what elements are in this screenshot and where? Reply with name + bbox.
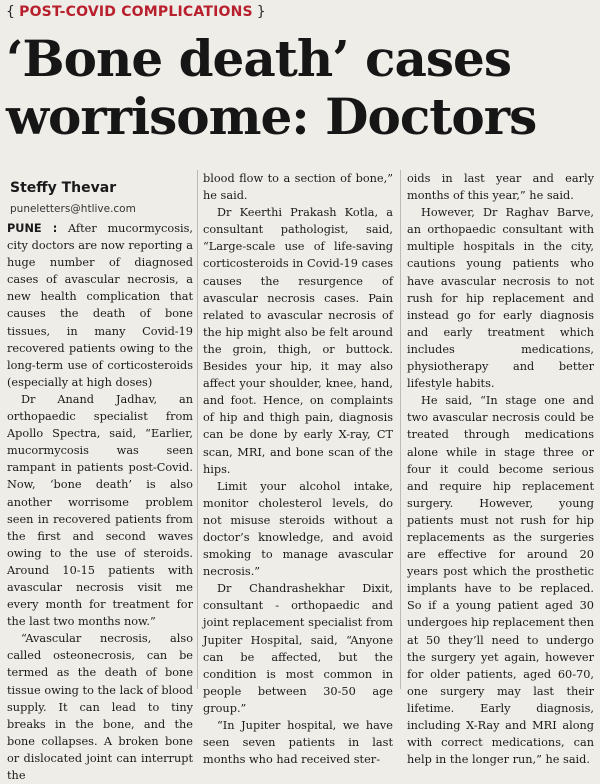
column-rule-1 bbox=[197, 170, 198, 689]
headline-line-1: ‘Bone death’ cases bbox=[6, 29, 511, 88]
article-column-2 bbox=[203, 170, 393, 768]
headline-line-2: worrisome: Doctors bbox=[6, 87, 537, 146]
kicker-brace-close: } bbox=[256, 4, 266, 20]
article-paragraph: oids in last year and early months of this year,” he said. bbox=[407, 172, 594, 203]
article-paragraph: “Avascular necrosis, also called osteonecrosis, can be termed as the death of bone tissue owing to the lack of blood supply. It can lead to tiny breaks in the bone, and the bone collapses. A broken bone or dislocated joint can interrupt the bbox=[7, 632, 193, 782]
article-paragraph: However, Dr Raghav Barve, an orthopaedic consultant with multiple hospitals in the city, cautions young patients who have avascular necrosis to not rush for hip replacement and instead go for early diagnosis and early treatment which includes medications, physiotherapy and better lifestyle habits. bbox=[407, 206, 594, 391]
byline-author: Steffy Thevar bbox=[10, 180, 117, 196]
article-paragraph: Limit your alcohol intake, monitor cholesterol levels, do not misuse steroids without a doctor’s knowledge, and avoid smoking to manage avascular necrosis.” bbox=[203, 479, 393, 579]
kicker-label: POST-COVID COMPLICATIONS bbox=[19, 4, 253, 20]
section-kicker bbox=[6, 4, 266, 20]
paragraph-text: After mucormycosis, city doctors are now reporting a huge number of diagnosed cases of avascular necrosis, a new health complication that causes the death of bone tissues, in many Covid-19 recovered patients owing to the long-term use of corticosteroids (especially at high doses) bbox=[7, 222, 193, 389]
article-paragraph: Dr Chandrashekhar Dixit, consultant - orthopaedic and joint replacement specialist from Jupiter Hospital, said, “Anyone can be affected, but the condition is most common in people between 30-50 age group.” bbox=[203, 582, 393, 715]
byline-email: puneletters@htlive.com bbox=[10, 203, 136, 215]
column-rule-2 bbox=[400, 170, 401, 689]
article-paragraph: blood flow to a section of bone,” he said. bbox=[203, 172, 393, 203]
article-paragraph: He said, “In stage one and two avascular necrosis could be treated through medications alone while in stage three or four it could become serious and require hip replacement surgery. However, young patients must not rush for hip replacements as the surgeries are effective for around 20 years post which the prosthetic implants have to be replaced. So if a young patient aged 30 undergoes hip replacement then at 50 they’ll need to undergo the surgery yet again, however for older patients, aged 60-70, one surgery may last their lifetime. Early diagnosis, including X-Ray and MRI along with correct medications, can help in the longer run,” he said. bbox=[407, 394, 594, 767]
headline bbox=[6, 30, 596, 146]
article-paragraph: Dr Keerthi Prakash Kotla, a consultant pathologist, said, “Large-scale use of life-saving corticosteroids in Covid-19 cases causes the resurgence of avascular necrosis cases. Pain related to avascular necrosis of the hip might also be felt around the groin, thigh, or buttock. Besides your hip, it may also affect your shoulder, knee, hand, and foot. Hence, on complaints of hip and thigh pain, diagnosis can be done by early X-ray, CT scan, MRI, and bone scan of the hips. bbox=[203, 206, 393, 476]
article-paragraph: Dr Anand Jadhav, an orthopaedic specialist from Apollo Spectra, said, “Earlier, mucormycosis was seen rampant in patients post-Covid. Now, ‘bone death’ is also another worrisome problem seen in recovered patients from the first and second waves owing to the use of steroids. Around 10-15 patients with avascular necrosis visit me every month for treatment for the last two months now.” bbox=[7, 392, 193, 629]
article-paragraph bbox=[7, 220, 193, 391]
article-paragraph: “In Jupiter hospital, we have seen seven patients in last months who had received ster- bbox=[203, 719, 393, 767]
dateline: PUNE : bbox=[7, 222, 58, 235]
article-column-1 bbox=[7, 220, 193, 784]
kicker-brace-open: { bbox=[6, 4, 16, 20]
article-column-3 bbox=[407, 170, 594, 768]
